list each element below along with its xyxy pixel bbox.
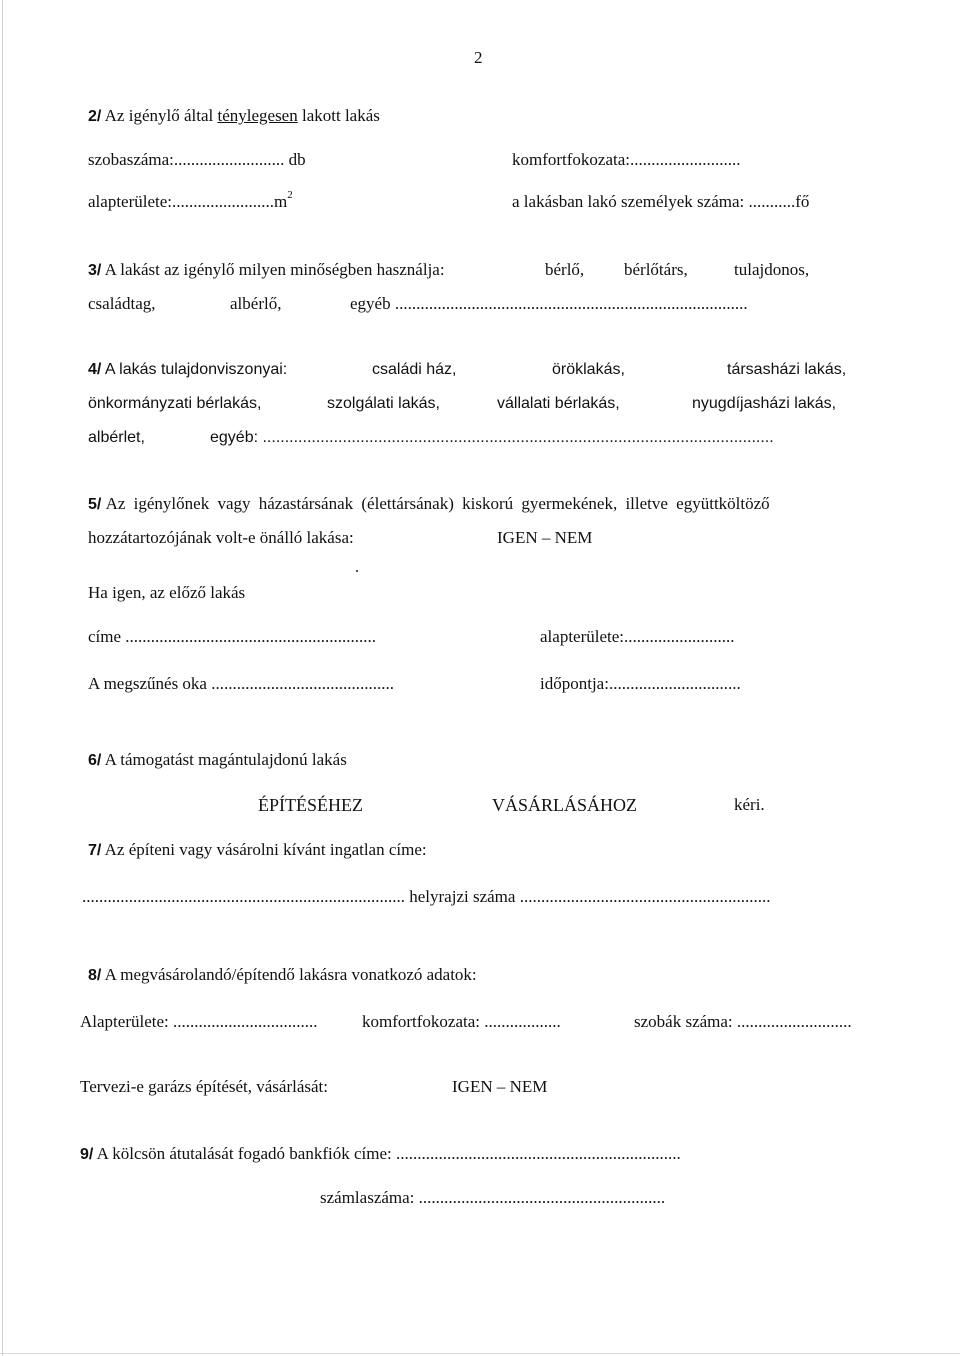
section-4-number: 4/ bbox=[88, 361, 102, 378]
section-6-number: 6/ bbox=[88, 752, 102, 769]
usage-option-other[interactable]: egyéb ................................................................................... bbox=[350, 294, 748, 313]
usage-option-owner[interactable]: tulajdonos, bbox=[734, 260, 810, 279]
termination-reason-field[interactable]: A megszűnés oka ........................................... bbox=[88, 674, 394, 693]
area-field-label: alapterülete:........................m bbox=[88, 192, 288, 211]
ownership-family-house[interactable]: családi ház, bbox=[372, 361, 457, 378]
rooms-field[interactable]: szobaszáma:.......................... db bbox=[88, 150, 306, 169]
section-8-heading bbox=[88, 965, 477, 986]
section-7-heading bbox=[88, 840, 427, 861]
section-7-text: Az építeni vagy vásárolni kívánt ingatlan címe: bbox=[104, 840, 427, 859]
section-6-text: A támogatást magántulajdonú lakás bbox=[104, 750, 347, 769]
persons-field[interactable]: a lakásban lakó személyek száma: ...........fő bbox=[512, 192, 810, 211]
section-7-number: 7/ bbox=[88, 842, 102, 859]
ownership-company-rental[interactable]: vállalati bérlakás, bbox=[497, 395, 620, 412]
section-3-text: A lakást az igénylő milyen minőségben használja: bbox=[104, 260, 445, 279]
previous-flat-yes-no[interactable]: IGEN – NEM bbox=[497, 528, 593, 547]
new-comfort-field[interactable]: komfortfokozata: .................. bbox=[362, 1012, 561, 1031]
page-number: 2 bbox=[474, 48, 483, 67]
requests-label: kéri. bbox=[734, 795, 765, 814]
section-9-heading bbox=[80, 1144, 681, 1165]
section-8-text: A megvásárolandó/építendő lakásra vonatkozó adatok: bbox=[104, 965, 477, 984]
section-2-underlined: ténylegesen bbox=[217, 106, 298, 125]
section-5-line1: Az igénylőnek vagy házastársának (élettársának) kiskorú gyermekének, illetve együttköltöző bbox=[105, 494, 770, 513]
previous-area-field[interactable]: alapterülete:.......................... bbox=[540, 627, 735, 646]
property-address-and-plot-field[interactable]: ............................................................................ helyrajzi száma ........................................................... bbox=[82, 887, 771, 906]
scan-speck bbox=[356, 570, 358, 572]
scan-edge-left bbox=[2, 0, 3, 1356]
section-2-heading bbox=[88, 106, 380, 127]
garage-yes-no[interactable]: IGEN – NEM bbox=[452, 1077, 548, 1096]
ownership-pensioner-home[interactable]: nyugdíjasházi lakás, bbox=[692, 395, 837, 412]
usage-option-tenant[interactable]: bérlő, bbox=[545, 260, 585, 279]
section-5-line2: hozzátartozójának volt-e önálló lakása: bbox=[88, 528, 354, 547]
ownership-other[interactable]: egyéb: ................................................................................................................... bbox=[210, 429, 774, 446]
ownership-municipal-rental[interactable]: önkormányzati bérlakás, bbox=[88, 395, 262, 412]
new-area-field[interactable]: Alapterülete: .................................. bbox=[80, 1012, 318, 1031]
ownership-owned-flat[interactable]: öröklakás, bbox=[552, 361, 625, 378]
section-4-heading bbox=[88, 360, 287, 380]
section-6-heading bbox=[88, 750, 347, 771]
section-3-number: 3/ bbox=[88, 262, 102, 279]
comfort-field[interactable]: komfortfokozata:.......................... bbox=[512, 150, 741, 169]
ownership-sublet[interactable]: albérlet, bbox=[88, 429, 145, 446]
option-purchase[interactable]: VÁSÁRLÁSÁHOZ bbox=[492, 795, 638, 815]
section-2-post: lakott lakás bbox=[301, 106, 380, 125]
usage-option-family[interactable]: családtag, bbox=[88, 294, 156, 313]
bank-address-field[interactable]: A kölcsön átutalását fogadó bankfiók címe: ................................................................... bbox=[96, 1144, 681, 1163]
area-unit-superscript: 2 bbox=[287, 189, 293, 202]
usage-option-cotenant[interactable]: bérlőtárs, bbox=[624, 260, 688, 279]
ownership-condominium[interactable]: társasházi lakás, bbox=[727, 361, 847, 378]
section-9-number: 9/ bbox=[80, 1146, 94, 1163]
area-field[interactable] bbox=[88, 189, 293, 212]
section-2-number: 2/ bbox=[88, 108, 102, 125]
previous-address-field[interactable]: címe ........................................................... bbox=[88, 627, 377, 646]
new-rooms-field[interactable]: szobák száma: ........................... bbox=[634, 1012, 852, 1031]
section-2-pre: Az igénylő által bbox=[104, 106, 214, 125]
garage-question: Tervezi-e garázs építését, vásárlását: bbox=[80, 1077, 329, 1096]
section-5-heading bbox=[88, 494, 770, 515]
section-5-number: 5/ bbox=[88, 496, 102, 513]
account-number-field[interactable]: számlaszáma: .......................................................... bbox=[320, 1188, 666, 1207]
section-4-text: A lakás tulajdonviszonyai: bbox=[104, 361, 288, 378]
section-8-number: 8/ bbox=[88, 967, 102, 984]
option-construction[interactable]: ÉPÍTÉSÉHEZ bbox=[258, 795, 363, 815]
usage-option-subtenant[interactable]: albérlő, bbox=[230, 294, 282, 313]
section-3-heading bbox=[88, 260, 445, 281]
scan-edge-bottom bbox=[0, 1353, 960, 1354]
if-yes-label: Ha igen, az előző lakás bbox=[88, 583, 246, 602]
ownership-service-flat[interactable]: szolgálati lakás, bbox=[327, 395, 440, 412]
termination-date-field[interactable]: időpontja:............................... bbox=[540, 674, 741, 693]
